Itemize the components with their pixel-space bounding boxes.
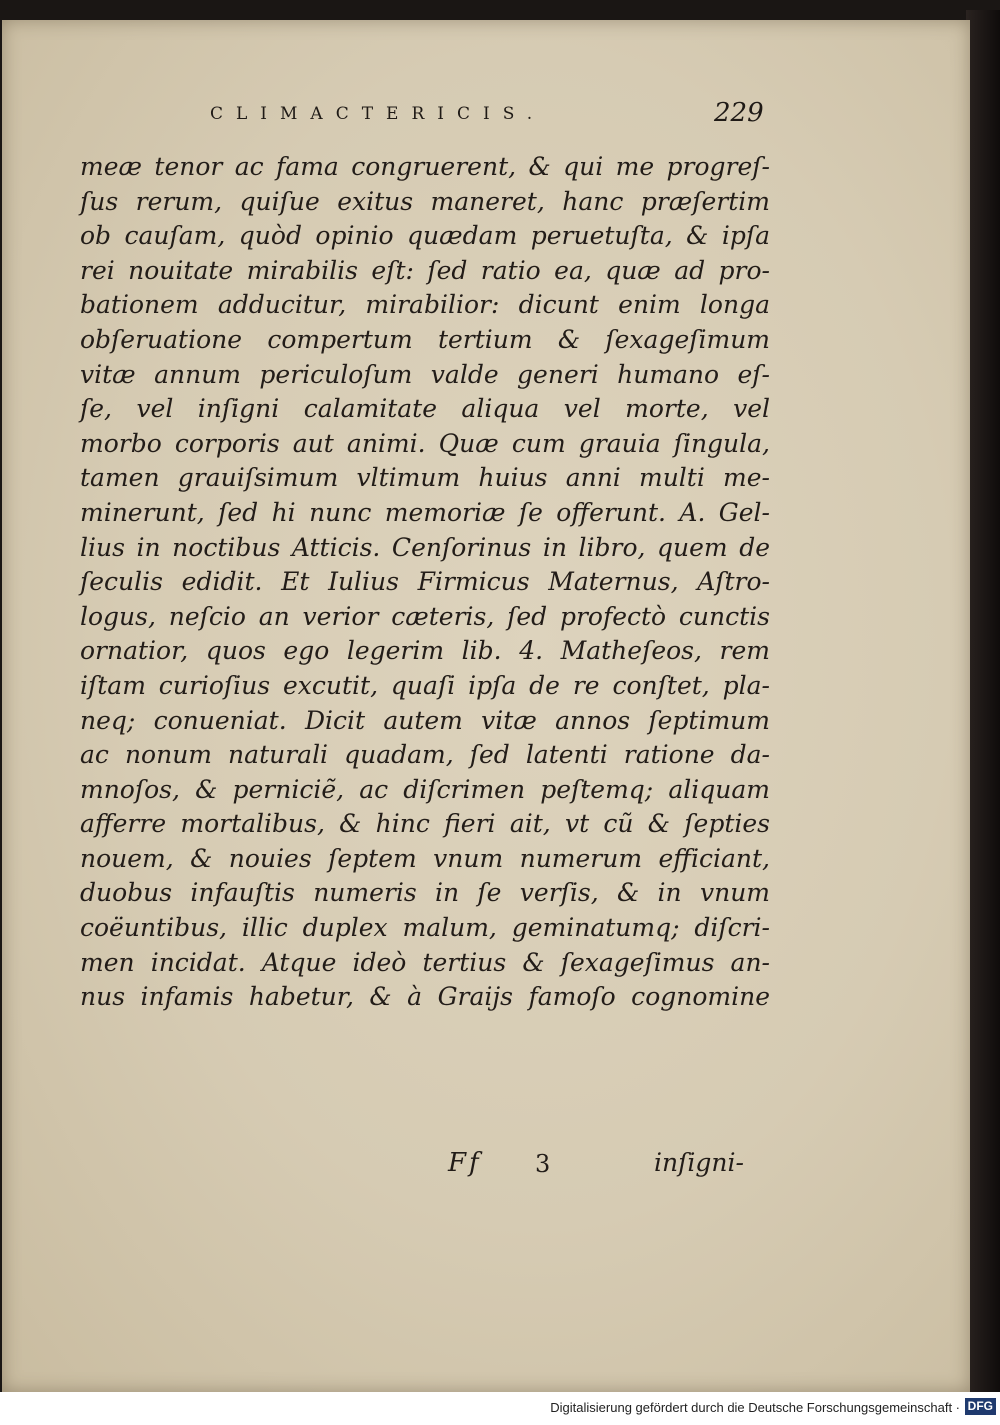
text-line: men incidat. Atque ideò tertius & ſexageſimus an- xyxy=(80,947,770,977)
running-head: CLIMACTERICIS. xyxy=(210,104,546,124)
text-line: minerunt, ſed hi nunc memoriæ ſe offerunt. A. Gel- xyxy=(80,497,770,527)
text-line: vitæ annum periculoſum valde generi humano eſ- xyxy=(80,359,770,389)
signature-number: 3 xyxy=(535,1150,551,1178)
book-edge xyxy=(966,10,1000,1392)
text-line: tamen grauiſsimum vltimum huius anni multi me- xyxy=(80,463,770,493)
body-text xyxy=(80,150,770,1015)
page-number: 229 xyxy=(714,98,764,128)
text-line: ornatior, quos ego legerim lib. 4. Matheſeos, rem xyxy=(80,636,770,666)
text-line: morbo corporis aut animi. Quæ cum grauia ſingula, xyxy=(80,428,770,458)
text-line: afferre mortalibus, & hinc fieri ait, vt cũ & ſepties xyxy=(80,809,770,839)
funding-credit: Digitalisierung gefördert durch die Deutsche Forschungsgemeinschaft · xyxy=(550,1400,960,1415)
text-line: rei nouitate mirabilis eſt: ſed ratio ea, quæ ad pro- xyxy=(80,255,770,285)
text-line: lius in noctibus Atticis. Cenſorinus in libro, quem de xyxy=(80,532,770,562)
text-line: nus infamis habetur, & à Graijs famoſo cognomine xyxy=(80,982,770,1012)
signature-mark: Ff xyxy=(448,1148,482,1178)
footer-bar xyxy=(0,1392,1000,1425)
text-line: duobus infauſtis numeris in ſe verſis, & in vnum xyxy=(80,878,770,908)
text-line: mnoſos, & perniciẽ, ac diſcrimen peſtemq; aliquam xyxy=(80,774,770,804)
text-line: ſeculis edidit. Et Iulius Firmicus Maternus, Aſtro- xyxy=(80,567,770,597)
text-line: coëuntibus, illic duplex malum, geminatumq; diſcri- xyxy=(80,913,770,943)
catchword: inſigni- xyxy=(654,1148,744,1177)
text-line: ob cauſam, quòd opinio quædam peruetuſta, & ipſa xyxy=(80,221,770,251)
text-line: nouem, & nouies ſeptem vnum numerum efficiant, xyxy=(80,843,770,873)
text-line: ac nonum naturali quadam, ſed latenti ratione da- xyxy=(80,740,770,770)
text-line: neq; conueniat. Dicit autem vitæ annos ſeptimum xyxy=(80,705,770,735)
dfg-logo: DFG xyxy=(965,1398,996,1415)
text-line: obſeruatione compertum tertium & ſexageſimum xyxy=(80,324,770,354)
text-line: iſtam curioſius excutit, quaſi ipſa de re conſtet, pla- xyxy=(80,670,770,700)
text-line: logus, neſcio an verior cæteris, ſed profectò cunctis xyxy=(80,601,770,631)
text-line: bationem adducitur, mirabilior: dicunt enim longa xyxy=(80,290,770,320)
text-line: meæ tenor ac fama congruerent, & qui me progreſ- xyxy=(80,152,770,181)
text-line: ſe, vel inſigni calamitate aliqua vel morte, vel xyxy=(80,394,770,424)
text-line: ſus rerum, quiſue exitus maneret, hanc præſertim xyxy=(80,186,770,216)
